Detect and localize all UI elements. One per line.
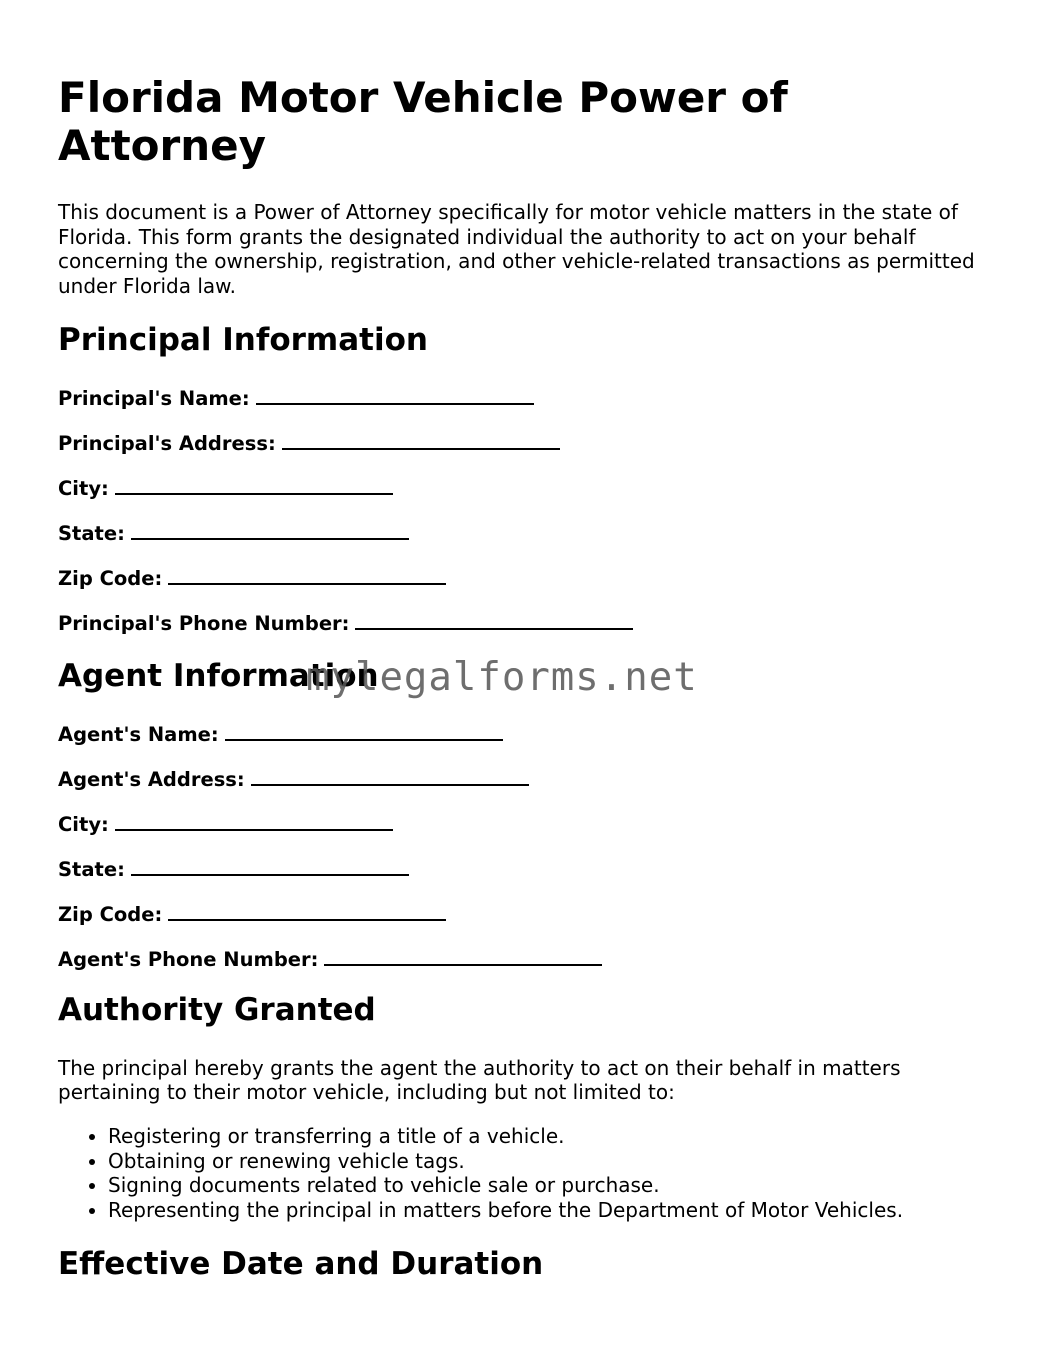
authority-heading: Authority Granted	[58, 992, 376, 1028]
effective-heading: Effective Date and Duration	[58, 1246, 544, 1282]
agent-phone-field[interactable]	[58, 946, 602, 972]
principal-address-field[interactable]	[58, 430, 560, 456]
agent-address-field[interactable]	[58, 766, 529, 792]
principal-phone-field[interactable]	[58, 610, 633, 636]
field-label: State:	[58, 858, 125, 881]
blank-line[interactable]	[355, 610, 633, 630]
field-label: Zip Code:	[58, 903, 163, 926]
field-label: Principal's Phone Number:	[58, 612, 350, 635]
blank-line[interactable]	[225, 721, 503, 741]
blank-line[interactable]	[115, 811, 393, 831]
field-label: Agent's Address:	[58, 768, 245, 791]
field-label: City:	[58, 813, 109, 836]
blank-line[interactable]	[256, 385, 534, 405]
agent-state-field[interactable]	[58, 856, 409, 882]
agent-heading: Agent Information	[58, 658, 379, 694]
agent-zip-field[interactable]	[58, 901, 446, 927]
field-label: Zip Code:	[58, 567, 163, 590]
blank-line[interactable]	[168, 901, 446, 921]
blank-line[interactable]	[131, 520, 409, 540]
field-label: Principal's Address:	[58, 432, 276, 455]
list-item: • Signing documents related to vehicle sale or purchase.	[108, 1173, 903, 1198]
principal-state-field[interactable]	[58, 520, 409, 546]
principal-heading: Principal Information	[58, 322, 428, 358]
list-item: • Registering or transferring a title of a vehicle.	[108, 1124, 903, 1149]
document-title: Florida Motor Vehicle Power of Attorney	[58, 73, 788, 170]
field-label: City:	[58, 477, 109, 500]
blank-line[interactable]	[251, 766, 529, 786]
blank-line[interactable]	[168, 565, 446, 585]
field-label: State:	[58, 522, 125, 545]
list-item: • Representing the principal in matters before the Department of Motor Vehicles.	[108, 1198, 903, 1223]
list-item: • Obtaining or renewing vehicle tags.	[108, 1149, 903, 1174]
intro-paragraph: This document is a Power of Attorney specifically for motor vehicle matters in the state of Florida. This form grants the designated individual the authority to act on your behalf concerning the ownership, registration, and other vehicle-related transactions as permitted under Florida law.	[58, 200, 975, 298]
field-label: Agent's Phone Number:	[58, 948, 319, 971]
field-label: Principal's Name:	[58, 387, 250, 410]
principal-city-field[interactable]	[58, 475, 393, 501]
blank-line[interactable]	[282, 430, 560, 450]
blank-line[interactable]	[131, 856, 409, 876]
agent-city-field[interactable]	[58, 811, 393, 837]
blank-line[interactable]	[324, 946, 602, 966]
authority-paragraph: The principal hereby grants the agent the authority to act on their behalf in matters pertaining to their motor vehicle, including but not limited to:	[58, 1056, 901, 1104]
watermark: mylegalforms.net	[306, 655, 698, 700]
authority-list	[58, 1124, 903, 1222]
blank-line[interactable]	[115, 475, 393, 495]
field-label: Agent's Name:	[58, 723, 219, 746]
agent-name-field[interactable]	[58, 721, 503, 747]
principal-zip-field[interactable]	[58, 565, 446, 591]
principal-name-field[interactable]	[58, 385, 534, 411]
